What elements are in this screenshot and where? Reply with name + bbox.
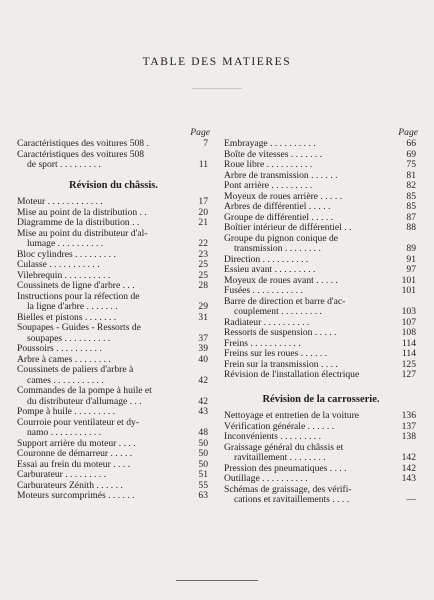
toc-page-number: 51 — [198, 469, 208, 480]
toc-entry-text: Barre de direction et barre d'ac- — [224, 295, 346, 307]
toc-entry-continuation: soupapes . . . . . . . . . . — [27, 332, 111, 344]
toc-entry-text: Moyeux de roues avant . . . . . — [224, 274, 338, 286]
toc-entry — [224, 370, 418, 381]
toc-page-number: 107 — [401, 316, 416, 328]
toc-entry — [224, 411, 418, 422]
toc-entry-text: Arbre de transmission . . . . . . — [224, 169, 338, 181]
toc-entry — [17, 418, 210, 439]
toc-page-number: 88 — [406, 222, 416, 233]
toc-page-number: 22 — [198, 238, 208, 249]
toc-page-number: 11 — [198, 159, 208, 170]
toc-entry-text: Fusées . . . . . . . . . . . — [224, 285, 303, 296]
toc-entry-text: Essai au frein du moteur . . . . — [17, 458, 130, 470]
toc-page-number: 28 — [198, 280, 208, 291]
toc-entry-text: Soupapes - Guides - Ressorts de — [17, 322, 141, 333]
toc-entry-text: Frein sur la transmission . . . . — [224, 358, 338, 370]
toc-page-number: 7 — [203, 138, 208, 149]
toc-entry-text: Radiateur . . . . . . . . . . — [224, 316, 310, 328]
toc-page-number: 50 — [198, 458, 208, 470]
toc-entry — [224, 474, 418, 485]
toc-page-number: 37 — [198, 332, 208, 344]
toc-entry — [224, 223, 418, 234]
toc-page-number: 91 — [406, 253, 416, 265]
toc-entry — [224, 328, 418, 339]
toc-entry-continuation: namo . . . . . . . . . . . — [27, 427, 102, 438]
toc-entry — [17, 449, 210, 460]
toc-entry-text: Coussinets de paliers d'arbre à — [17, 364, 134, 375]
toc-entry-text: Pont arrière . . . . . . . . . — [224, 180, 313, 191]
toc-entry — [17, 470, 210, 481]
toc-entry-continuation: ravitaillement . . . . . . . . — [234, 452, 326, 463]
toc-entry — [17, 407, 210, 418]
toc-entry-text: Boîtier intérieur de différentiel . . — [224, 222, 352, 233]
page-column-label: Page — [190, 127, 210, 138]
toc-entry-text: Arbre à cames . . . . . . . . — [17, 353, 111, 365]
toc-left-column — [17, 128, 210, 502]
toc-entry — [17, 386, 210, 407]
toc-entry-text: Vilebrequin . . . . . . . . . . — [17, 269, 111, 281]
toc-right-column — [224, 128, 418, 506]
toc-entry-text: Caractéristiques des voitures 508 — [17, 148, 145, 160]
toc-page-number: 48 — [198, 427, 208, 438]
toc-page-number: 21 — [198, 217, 208, 228]
toc-entry — [224, 202, 418, 213]
toc-entry — [17, 139, 210, 150]
toc-entry-continuation: cames . . . . . . . . . . . — [27, 374, 104, 386]
toc-entry-text: Poussoirs . . . . . . . . . . — [17, 343, 102, 354]
toc-entry-text: Bielles et pistons . . . . . . . — [17, 311, 117, 323]
toc-entry-text: Nettoyage et entretien de la voiture — [224, 410, 360, 421]
toc-entry-text: Essieu avant . . . . . . . . . — [224, 264, 316, 275]
toc-entry-text: Instructions pour la réfection de — [17, 290, 140, 302]
toc-entry — [224, 432, 418, 443]
toc-page-number: 69 — [406, 148, 416, 160]
toc-page-number: 25 — [198, 259, 208, 270]
toc-entry — [224, 349, 418, 360]
toc-entry-text: Coussinets de ligne d'arbre . . . — [17, 280, 135, 291]
toc-entry-text: Moyeux de roues arrière . . . . . — [224, 190, 343, 202]
toc-entry-text: Couronne de démarreur . . . . . — [17, 448, 133, 459]
toc-entry — [224, 297, 418, 318]
toc-entry — [17, 344, 210, 355]
page-title: TABLE DES MATIERES — [142, 56, 292, 68]
toc-page-number: 40 — [198, 353, 208, 365]
toc-entry — [17, 323, 210, 344]
toc-entry-continuation: de sport . . . . . . . . . — [27, 159, 101, 170]
toc-entry-text: Groupe du pignon conique de — [224, 232, 339, 244]
toc-entry-text: Pression des pneumatiques . . . . — [224, 462, 347, 474]
toc-entry-text: Support arrière du moteur . . . . — [17, 437, 136, 449]
toc-page-number: 39 — [198, 343, 208, 354]
bottom-divider — [176, 580, 258, 581]
toc-page-number: 137 — [401, 420, 416, 432]
toc-entry — [224, 443, 418, 464]
toc-entry — [224, 234, 418, 255]
toc-entry-text: Freins . . . . . . . . . . . — [224, 337, 301, 349]
toc-entry-text: Roue libre . . . . . . . . . . — [224, 159, 313, 170]
toc-page-number: 31 — [198, 311, 208, 323]
toc-page-number: 82 — [406, 180, 416, 191]
toc-entry-text: Carburateurs Zénith . . . . . . — [17, 479, 123, 491]
toc-entry — [17, 218, 210, 229]
toc-entry-text: Direction . . . . . . . . . . — [224, 253, 309, 265]
toc-page-number: 108 — [401, 327, 416, 338]
toc-entry-continuation: couplement . . . . . . . . . — [234, 306, 322, 317]
toc-page-number: 55 — [198, 479, 208, 491]
toc-page-number: 42 — [198, 395, 208, 407]
toc-page-number: 17 — [198, 196, 208, 207]
toc-page-number: 50 — [198, 448, 208, 459]
toc-page-number: 85 — [406, 201, 416, 212]
toc-page-number: 138 — [401, 431, 416, 442]
toc-entry-text: Caractéristiques des voitures 508 . — [17, 138, 149, 149]
toc-entry — [224, 181, 418, 192]
toc-entry-continuation: la ligne d'arbre . . . . . . . — [27, 301, 118, 312]
toc-entry-text: Graissage général du châssis et — [224, 441, 344, 453]
toc-entry — [224, 160, 418, 171]
toc-entry-text: Ressorts de suspension . . . . . — [224, 327, 337, 338]
toc-page-number: 85 — [406, 190, 416, 202]
toc-entry-text: Mise au point de la distribution . . — [17, 206, 147, 218]
toc-entry-text: Groupe de différentiel . . . . . — [224, 211, 334, 223]
toc-entry-text: Carburateur . . . . . . . . . — [17, 469, 106, 480]
toc-entry-text: Embrayage . . . . . . . . . . — [224, 138, 316, 149]
toc-entry — [17, 197, 210, 208]
toc-entry-text: Révision de l'installation électrique — [224, 369, 360, 380]
toc-entry — [17, 260, 210, 271]
page-column-label: Page — [398, 127, 418, 138]
toc-entry — [17, 281, 210, 292]
toc-page-number: 143 — [401, 473, 416, 484]
toc-page-number: 50 — [198, 437, 208, 449]
toc-page-number: 114 — [401, 348, 416, 359]
toc-page-number: 103 — [401, 306, 416, 317]
section-title-chassis: Révision du châssis. — [69, 179, 158, 191]
toc-page-number: 43 — [198, 406, 208, 417]
toc-entry-text: Commandes de la pompe à huile et — [17, 385, 152, 396]
section-title-carrosserie: Révision de la carrosserie. — [262, 393, 380, 405]
toc-page-number: 87 — [406, 211, 416, 223]
toc-page-number: 142 — [401, 452, 416, 463]
toc-entry — [224, 485, 418, 506]
toc-entry-text: Arbres de différentiel . . . . . — [224, 201, 331, 212]
toc-page-number: 101 — [401, 285, 416, 296]
toc-entry-text: Schémas de graissage, des vérifi- — [224, 483, 352, 495]
toc-entry-text: Culasse . . . . . . . . . . . — [17, 259, 100, 270]
toc-entry — [17, 229, 210, 250]
toc-entry-text: Courroie pour ventilateur et dy- — [17, 416, 140, 428]
toc-page-number: 29 — [198, 301, 208, 312]
toc-entry-text: Mise au point du distributeur d'al- — [17, 227, 148, 239]
toc-page-number: 89 — [406, 243, 416, 254]
toc-page-number: 63 — [198, 490, 208, 501]
toc-entry-continuation: cations et ravitaillements . . . . — [234, 494, 350, 505]
toc-page-number: 75 — [406, 159, 416, 170]
toc-entry-text: Vérification générale . . . . . . — [224, 420, 335, 432]
toc-entry-text: Moteurs surcomprimés . . . . . . — [17, 490, 135, 501]
toc-page-number: 101 — [401, 274, 416, 286]
toc-page-number: 81 — [406, 169, 416, 181]
toc-entry — [17, 150, 210, 171]
toc-entry — [17, 292, 210, 313]
title-divider — [192, 88, 242, 89]
toc-entry — [224, 139, 418, 150]
toc-page-number: — — [406, 494, 416, 505]
toc-entry-text: Boîte de vitesses . . . . . . . — [224, 148, 323, 160]
toc-page-number: 136 — [401, 410, 416, 421]
toc-entry-continuation: transmission . . . . . . . . — [234, 243, 321, 254]
toc-page-number: 66 — [406, 138, 416, 149]
toc-entry — [17, 365, 210, 386]
toc-page-number: 25 — [198, 269, 208, 281]
toc-page-number: 20 — [198, 206, 208, 218]
toc-entry-continuation: lumage . . . . . . . . . . — [27, 238, 104, 249]
toc-entry — [224, 286, 418, 297]
toc-entry — [224, 265, 418, 276]
toc-entry-text: Outillage . . . . . . . . . . — [224, 473, 308, 484]
toc-entry-text: Bloc cylindres . . . . . . . . . — [17, 248, 116, 260]
toc-entry — [17, 491, 210, 502]
toc-entry-text: Freins sur les roues . . . . . . — [224, 348, 328, 359]
toc-entry-text: Inconvénients . . . . . . . . . — [224, 431, 321, 442]
toc-page-number: 142 — [401, 462, 416, 474]
toc-entry-continuation: du distributeur d'allumage . . . — [27, 395, 142, 407]
toc-page-number: 125 — [401, 358, 416, 370]
toc-page-number: 114 — [401, 337, 416, 349]
toc-entry-text: Moteur . . . . . . . . . . . . — [17, 196, 103, 207]
toc-page-number: 42 — [198, 374, 208, 386]
toc-page-number: 23 — [198, 248, 208, 260]
toc-page-number: 97 — [406, 264, 416, 275]
toc-entry-text: Pompe à huile . . . . . . . . . — [17, 406, 116, 417]
toc-page-number: 127 — [401, 369, 416, 380]
toc-entry-text: Diagramme de la distribution . . — [17, 217, 140, 228]
